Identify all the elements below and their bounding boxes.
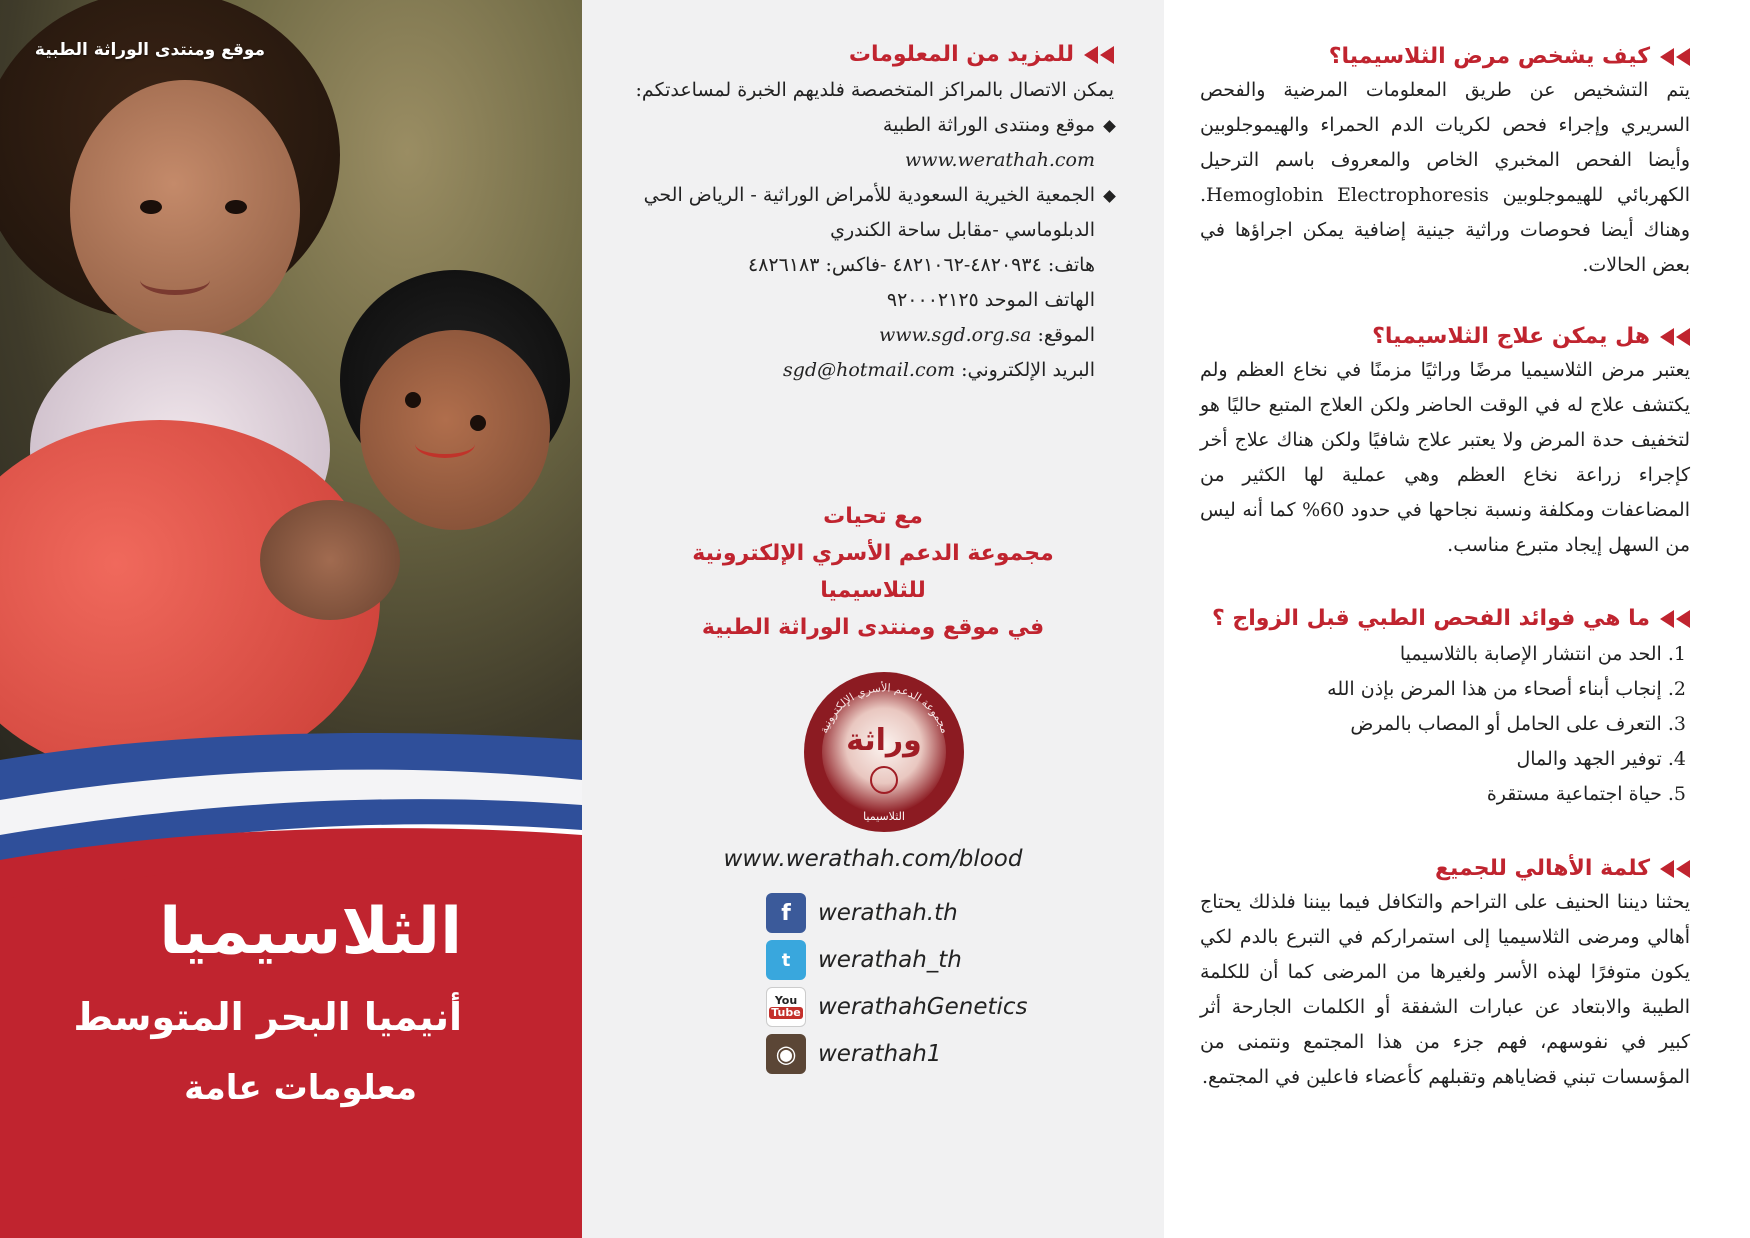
- treatment-section: [1200, 324, 1690, 563]
- instagram-icon: ◉: [766, 1034, 806, 1074]
- werathah-logo: [802, 670, 967, 835]
- benefits-list: [1200, 637, 1690, 812]
- email-link[interactable]: sgd@hotmail.com: [783, 359, 956, 381]
- more-info-heading-text: للمزيد من المعلومات: [848, 42, 1074, 67]
- cover-title: الثلاسيميا: [159, 895, 462, 969]
- double-arrow-icon: [1660, 610, 1690, 628]
- website-row: [614, 318, 1114, 353]
- unified-phone: الهاتف الموحد ٩٢٠٠٠٢١٢٥: [886, 289, 1095, 311]
- website-label: الموقع:: [1037, 324, 1095, 346]
- bullet-icon: [1103, 190, 1116, 203]
- treatment-heading: [1200, 324, 1690, 349]
- social-instagram[interactable]: [766, 1034, 941, 1074]
- list-item: 1. الحد من انتشار الإصابة بالثلاسيميا: [1399, 643, 1686, 665]
- phone-fax: هاتف: ٤٨٢٠٩٣٤-٤٨٢١٠٦٢ -فاكس: ٤٨٢٦١٨٣: [748, 254, 1095, 276]
- cover-top-caption: موقع ومنتدى الوراثة الطبية: [34, 40, 266, 60]
- list-item: 4. توفير الجهد والمال: [1516, 748, 1686, 770]
- bullet-item: [614, 178, 1114, 248]
- bullet-item: [614, 108, 1114, 178]
- double-arrow-icon: [1660, 328, 1690, 346]
- greeting-line: مع تحيات: [823, 504, 923, 529]
- bullet-text: موقع ومنتدى الوراثة الطبية: [882, 114, 1095, 136]
- logo-arc-text: مجموعة الدعم الأسري الإلكترونية: [817, 681, 952, 736]
- social-label: werathahGenetics: [818, 994, 1028, 1020]
- website-link[interactable]: www.sgd.org.sa: [878, 324, 1032, 346]
- double-arrow-icon: [1084, 46, 1114, 64]
- families-heading: [1200, 856, 1690, 881]
- social-label: werathah_th: [818, 947, 962, 973]
- logo-center-text: وراثة: [846, 723, 922, 758]
- list-item: 3. التعرف على الحامل أو المصاب بالمرض: [1350, 713, 1686, 735]
- list-item: 2. إنجاب أبناء أصحاء من هذا المرض بإذن الله: [1327, 678, 1686, 700]
- youtube-icon: You Tube: [766, 987, 806, 1027]
- cover-panel: [0, 0, 582, 1238]
- right-panel: [1164, 0, 1750, 1238]
- blood-site-link[interactable]: www.werathah.com/blood: [723, 846, 1023, 872]
- greeting-block: [582, 498, 1164, 646]
- premarital-section: [1200, 606, 1690, 812]
- greeting-line: في موقع ومنتدى الوراثة الطبية: [701, 615, 1045, 640]
- treatment-heading-text: هل يمكن علاج الثلاسيميا؟: [1372, 324, 1650, 349]
- diagnosis-text: يتم التشخيص عن طريق المعلومات المرضية والفحص السريري وإجراء فحص لكريات الدم الحمراء والهيموجلوبين وأيضا الفحص المخبري الخاص والمعروف باسم الترحيل الكهربائي للهيموجلوبين Hemoglobin Electrophoresis. وهناك أيضا فحوصات وراثية جينية إضافية يمكن اجراؤها في بعض الحالات.: [1200, 79, 1690, 276]
- families-heading-text: كلمة الأهالي للجميع: [1435, 856, 1650, 881]
- premarital-heading-text: ما هي فوائد الفحص الطبي قبل الزواج ؟: [1211, 606, 1650, 631]
- social-youtube[interactable]: [766, 987, 1028, 1027]
- more-info-section: [614, 42, 1114, 388]
- families-text: يحثنا ديننا الحنيف على التراحم والتكافل فيما بيننا فلذلك يحتاج أهالي ومرضى الثلاسيميا إلى استمراركم في التبرع بالدم لكي يكون متوفرًا لهذه الأسر ولغيرها من المرضى كما أن للكلمة الطيبة والابتعاد عن عبارات الشفقة أو الكلمات الجارحة أثر كبير في نفوسهم، فهم جزء من هذا المجتمع ونتمنى من المؤسسات تبني قضاياهم وتقبلهم كأعضاء فاعلين في المجتمع.: [1200, 891, 1690, 1088]
- social-twitter[interactable]: [766, 940, 962, 980]
- bullet-icon: [1103, 120, 1116, 133]
- diagnosis-heading-text: كيف يشخص مرض الثلاسيميا؟: [1328, 44, 1650, 69]
- greeting-line: مجموعة الدعم الأسري الإلكترونية: [692, 541, 1054, 566]
- greeting-line: للثلاسيميا: [820, 578, 926, 603]
- more-info-heading: [614, 42, 1114, 67]
- logo-bottom-text: الثلاسيميا: [863, 810, 905, 823]
- cover-subtitle-2: معلومات عامة: [184, 1068, 417, 1108]
- treatment-text: يعتبر مرض الثلاسيميا مرضًا وراثيًا مزمنًا في نخاع العظم ولم يكتشف علاج له في الوقت الحاضر ولكن العلاج المتبع حاليًا هو لتخفيف حدة المرض ولا يعتبر علاج شافيًا ولكن هناك علاج أخر كإجراء زراعة نخاع العظم وهي عملية لها الكثير من المضاعفات ومكلفة ونسبة نجاحها في حدود 60% كما أنه ليس من السهل إيجاد متبرع مناسب.: [1200, 359, 1690, 556]
- double-arrow-icon: [1660, 860, 1690, 878]
- diagnosis-heading: [1200, 44, 1690, 69]
- twitter-icon: t: [766, 940, 806, 980]
- list-item: 5. حياة اجتماعية مستقرة: [1486, 783, 1686, 805]
- social-label: werathah1: [818, 1041, 942, 1067]
- more-info-intro: يمكن الاتصال بالمراكز المتخصصة فلديهم الخبرة لمساعدتكم:: [635, 79, 1114, 101]
- email-row: [614, 353, 1114, 388]
- email-label: البريد الإلكتروني:: [961, 359, 1095, 381]
- cover-swoosh: [0, 0, 582, 1238]
- social-label: werathah.th: [818, 900, 958, 926]
- bullet-text: الجمعية الخيرية السعودية للأمراض الوراثية - الرياض الحي الدبلوماسي -مقابل ساحة الكندري: [643, 184, 1095, 241]
- cover-subtitle: أنيميا البحر المتوسط: [73, 995, 462, 1039]
- diagnosis-section: [1200, 44, 1690, 283]
- facebook-icon: f: [766, 893, 806, 933]
- middle-panel: [582, 0, 1164, 1238]
- families-section: [1200, 856, 1690, 1095]
- werathah-link[interactable]: www.werathah.com: [904, 149, 1095, 171]
- social-facebook[interactable]: [766, 893, 958, 933]
- premarital-heading: [1200, 606, 1690, 631]
- double-arrow-icon: [1660, 48, 1690, 66]
